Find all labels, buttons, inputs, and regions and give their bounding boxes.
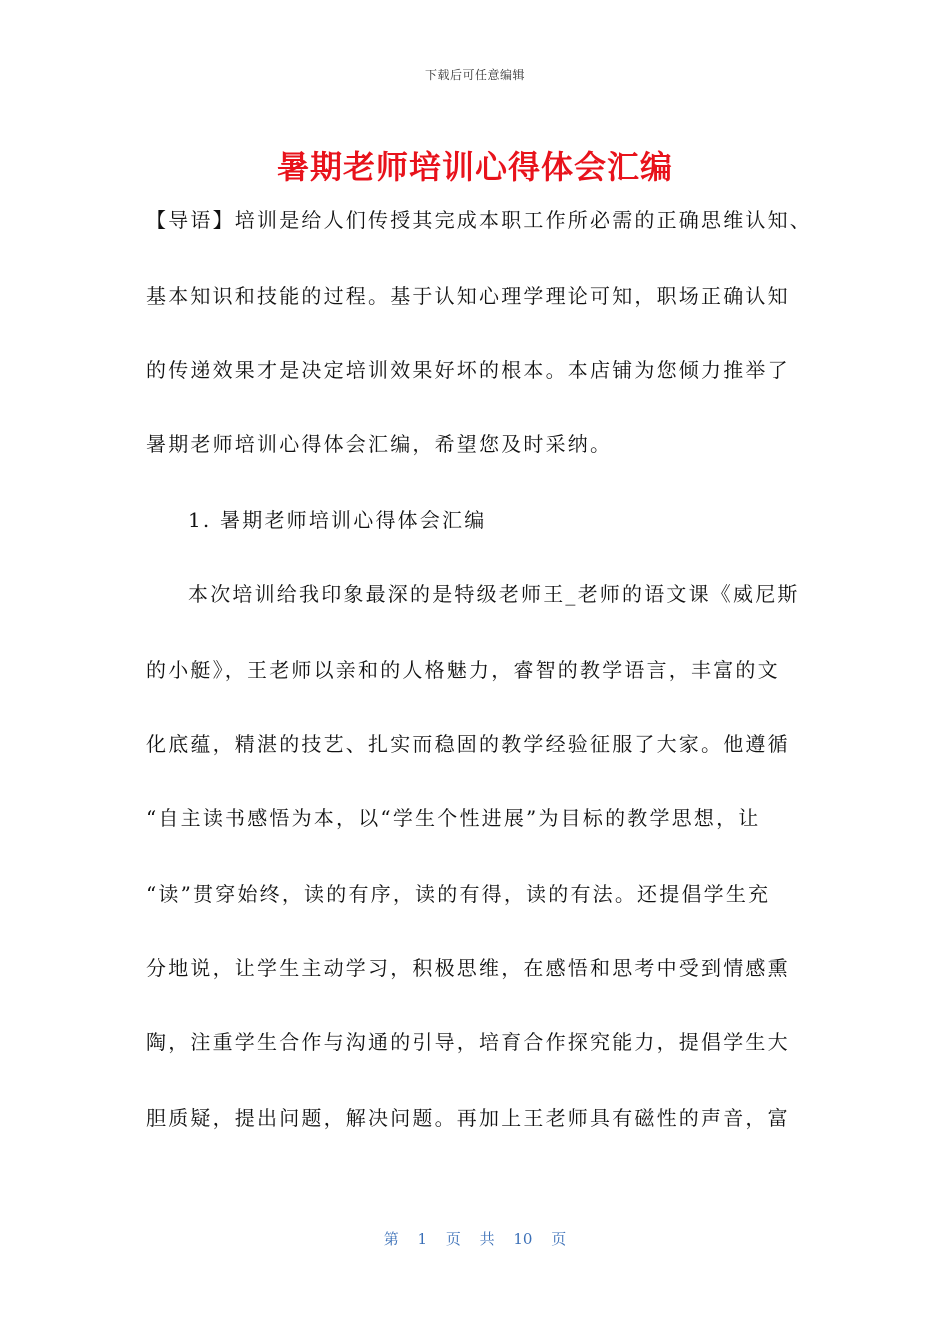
body-line: 分地说，让学生主动学习，积极思维，在感悟和思考中受到情感熏 [146,956,790,980]
body-line: 陶，注重学生合作与沟通的引导，培育合作探究能力，提倡学生大 [146,1030,790,1054]
document-title: 暑期老师培训心得体会汇编 [276,148,673,186]
intro-line: 的传递效果才是决定培训效果好坏的根本。本店铺为您倾力推举了 [146,358,790,382]
page-header-note: 下载后可任意编辑 [424,68,525,82]
body-line: 的小艇》，王老师以亲和的人格魅力，睿智的教学语言，丰富的文 [146,658,780,682]
body-line: “读”贯穿始终，读的有序，读的有得，读的有法。还提倡学生充 [146,882,771,906]
intro-line: 基本知识和技能的过程。基于认知心理学理论可知，职场正确认知 [146,284,790,308]
body-line: 化底蕴，精湛的技艺、扎实而稳固的教学经验征服了大家。他遵循 [146,732,790,756]
intro-line: 【导语】培训是给人们传授其完成本职工作所必需的正确思维认知、 [146,208,812,232]
body-line: “自主读书感悟为本，以“学生个性进展”为目标的教学思想，让 [146,806,761,830]
body-line: 本次培训给我印象最深的是特级老师王_老师的语文课《威尼斯 [188,582,800,606]
body-line: 胆质疑，提出问题，解决问题。再加上王老师具有磁性的声音，富 [146,1106,790,1130]
intro-line: 暑期老师培训心得体会汇编，希望您及时采纳。 [146,432,613,456]
section-heading: 1. 暑期老师培训心得体会汇编 [188,508,487,532]
page-number-footer: 第 1 页 共 10 页 [383,1230,567,1248]
